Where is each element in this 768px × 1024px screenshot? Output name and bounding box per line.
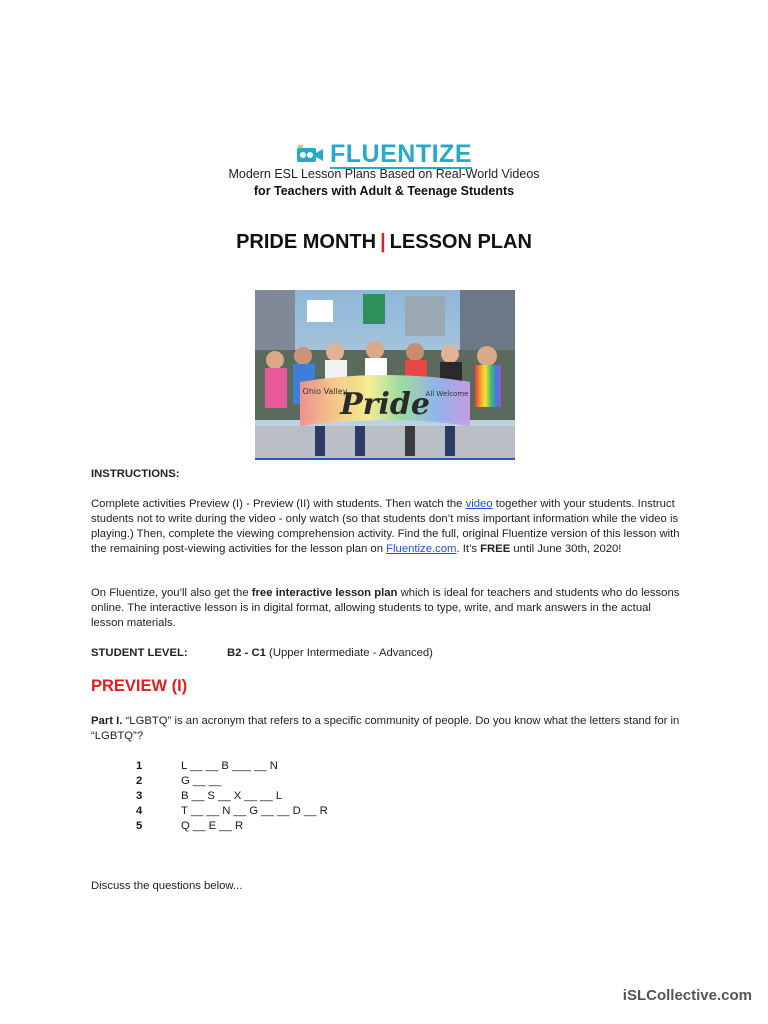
title-right: LESSON PLAN — [389, 231, 532, 253]
acronym-list — [136, 759, 328, 834]
instructions-text: which is ideal for teachers and students who do lessons online. The interactive lesson is in digital format, allowing students to type, write, and mark answers in the actual lesson materials. — [91, 587, 680, 629]
list-item — [136, 774, 328, 789]
list-number: 5 — [136, 820, 143, 832]
list-blank: G __ __ — [181, 775, 222, 787]
banner-text: Pride — [340, 387, 430, 422]
pride-parade-photo[interactable] — [255, 290, 515, 460]
logo-text: FLUENTIZE — [330, 140, 472, 168]
student-level-code: B2 - C1 — [227, 647, 266, 659]
list-blank: Q __ E __ R — [181, 820, 244, 832]
list-item — [136, 759, 328, 774]
instructions-paragraph-1 — [91, 497, 681, 557]
instructions-paragraph-2 — [91, 586, 681, 631]
banner-small-right: All Welcome — [425, 390, 469, 398]
list-number: 2 — [136, 775, 143, 787]
instructions-text: together with your students. Instruct students not to write during the video - only watch (so that students don’t miss important information while the video is playing.) Then, complete the viewing comprehension activity. Find the full, original Fluentize version of this lesson with the remaining post-viewing activities for the lesson plan on — [91, 498, 680, 555]
list-blank: L __ __ B ___ __ N — [181, 760, 278, 772]
instructions-heading: INSTRUCTIONS: — [91, 468, 180, 480]
fluentize-link[interactable]: Fluentize.com — [386, 543, 457, 555]
instructions-text: On Fluentize, you’ll also get the — [91, 587, 252, 599]
audience-line: for Teachers with Adult & Teenage Students — [253, 184, 515, 198]
page-title — [0, 231, 768, 254]
list-item — [136, 819, 328, 834]
part-text: “LGBTQ” is an acronym that refers to a specific community of people. Do you know what the letters stand for in “LGBTQ”? — [91, 715, 680, 742]
list-number: 4 — [136, 805, 143, 817]
title-left: PRIDE MONTH — [236, 231, 377, 253]
free-text: FREE — [480, 543, 511, 555]
video-link[interactable]: video — [465, 498, 493, 510]
instructions-text: . It’s — [456, 543, 481, 555]
instructions-text: until June 30th, 2020! — [510, 543, 622, 555]
preview-heading: PREVIEW (I) — [91, 677, 188, 695]
title-separator: | — [380, 231, 386, 253]
list-blank: T __ __ N __ G __ __ D __ R — [181, 805, 328, 817]
part-label: Part I. — [91, 715, 123, 727]
discuss-prompt: Discuss the questions below... — [91, 880, 243, 892]
student-level — [91, 646, 681, 661]
fluentize-logo[interactable] — [296, 141, 472, 169]
list-number: 3 — [136, 790, 143, 802]
list-number: 1 — [136, 760, 143, 772]
list-item — [136, 789, 328, 804]
interactive-plan-text: free interactive lesson plan — [251, 587, 398, 599]
islcollective-watermark: iSLCollective.com — [622, 987, 752, 1004]
student-level-label: STUDENT LEVEL: — [91, 647, 188, 659]
part-1-question — [91, 714, 681, 744]
student-level-desc: (Upper Intermediate - Advanced) — [265, 647, 433, 659]
banner-small-left: Ohio Valley — [302, 387, 348, 396]
instructions-text: Complete activities Preview (I) - Preview (II) with students. Then watch the — [91, 498, 466, 510]
video-camera-icon — [296, 144, 324, 166]
list-item — [136, 804, 328, 819]
list-blank: B __ S __ X __ __ L — [181, 790, 283, 802]
tagline: Modern ESL Lesson Plans Based on Real-World Videos — [228, 167, 540, 181]
pride-photo-illustration — [255, 290, 515, 458]
